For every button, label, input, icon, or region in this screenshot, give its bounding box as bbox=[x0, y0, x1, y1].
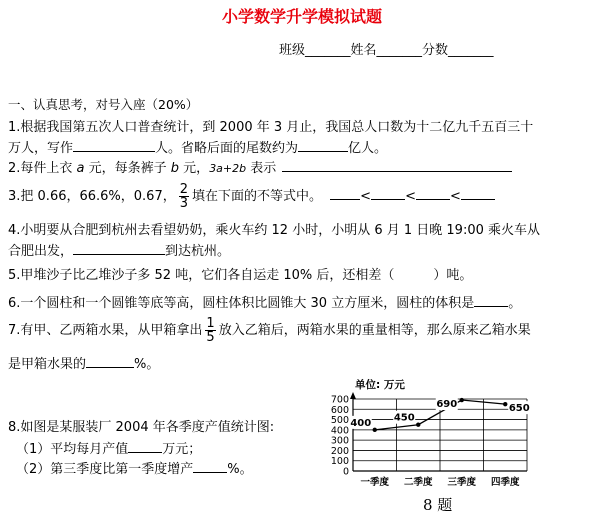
x-tick-label: 二季度 bbox=[403, 477, 433, 488]
score-blank[interactable]: _______ bbox=[448, 43, 494, 58]
q7-fraction: $\frac{1}{5}$ bbox=[206, 316, 215, 345]
q4-line1: 4.小明要从合肥到杭州去看望奶奶，乘火车约 12 小时，小明从 6 月 1 日晚 19:00 乘火车从 bbox=[8, 223, 541, 238]
figure-caption: 8 题 bbox=[423, 496, 453, 514]
q6-line: 6.一个圆柱和一个圆锥等底等高，圆柱体积比圆锥大 30 立方厘米，圆柱的体积是 。 bbox=[8, 296, 522, 311]
student-info-row bbox=[279, 42, 494, 60]
q7-line1: 7.有甲、乙两箱水果，从甲箱拿出 $\frac{1}{5}$ 放入乙箱后，两箱水果的重量相等，那么原来乙箱水果 bbox=[8, 316, 531, 345]
q1-line2: 万人，写作 人。省略后面的尾数约为 亿人。 bbox=[8, 141, 388, 156]
q4-line2: 合肥出发， 到达杭州。 bbox=[8, 244, 231, 259]
y-tick-label: 600 bbox=[330, 404, 349, 416]
chart-y-axis bbox=[331, 395, 349, 478]
q3-blank-3[interactable] bbox=[416, 187, 450, 200]
y-tick-label: 500 bbox=[330, 415, 349, 427]
data-label: 450 bbox=[393, 412, 415, 424]
data-point bbox=[416, 423, 420, 427]
q8-sub1: （1）平均每月产值 万元； bbox=[16, 442, 202, 457]
data-point bbox=[373, 428, 377, 432]
class-label: 班级 bbox=[279, 43, 306, 58]
data-point bbox=[503, 402, 507, 406]
y-tick-label: 100 bbox=[330, 456, 349, 468]
y-tick-label: 700 bbox=[330, 394, 349, 406]
q3-blank-1[interactable] bbox=[330, 187, 360, 200]
q3-fraction: $\frac{2}{3}$ bbox=[179, 182, 189, 211]
y-tick-label: 200 bbox=[330, 445, 349, 457]
class-blank[interactable]: _______ bbox=[305, 43, 351, 58]
data-point bbox=[460, 398, 464, 402]
exam-title: 小学数学升学模拟试题 bbox=[221, 7, 382, 26]
y-axis-arrow-icon bbox=[350, 392, 356, 399]
y-tick-label: 400 bbox=[330, 425, 349, 437]
section-heading: 一、认真思考，对号入座（20%） bbox=[8, 97, 199, 112]
name-blank[interactable]: _______ bbox=[376, 43, 423, 58]
q7-line2: 是甲箱水果的 %。 bbox=[8, 357, 160, 372]
chart-x-axis bbox=[360, 476, 520, 488]
chart-title: 单位: 万元 bbox=[355, 379, 405, 391]
data-label: 690 bbox=[436, 399, 458, 411]
q8-blank-2[interactable] bbox=[193, 460, 227, 473]
q3-blank-2[interactable] bbox=[371, 187, 405, 200]
q2-blank[interactable] bbox=[282, 159, 512, 172]
q3-line: 3.把 0.66，66.6%，0.67， $\frac{2}{3}$ 填在下面的不等式中。 < < < bbox=[8, 180, 495, 214]
q8-blank-1[interactable] bbox=[128, 440, 162, 453]
q7-blank[interactable] bbox=[86, 355, 134, 368]
data-label: 650 bbox=[508, 403, 530, 415]
production-chart bbox=[315, 375, 535, 495]
data-label: 400 bbox=[350, 417, 372, 429]
x-tick-label: 四季度 bbox=[490, 477, 520, 488]
y-tick-label: 300 bbox=[330, 435, 349, 447]
q1-blank-written[interactable] bbox=[73, 139, 155, 152]
q2-line: 2.每件上衣 a 元，每条裤子 b 元，3a+2b 表示 bbox=[8, 159, 512, 178]
q4-blank[interactable] bbox=[73, 242, 165, 255]
q8-intro: 8.如图是某服装厂 2004 年各季度产值统计图: bbox=[8, 420, 275, 435]
y-tick-label: 0 bbox=[342, 466, 349, 478]
q1-blank-approx[interactable] bbox=[298, 139, 348, 152]
q3-blank-4[interactable] bbox=[461, 187, 495, 200]
name-label: 姓名 bbox=[350, 43, 377, 58]
q8-sub2: （2）第三季度比第一季度增产 %。 bbox=[16, 462, 253, 477]
x-tick-label: 一季度 bbox=[360, 477, 390, 488]
score-label: 分数 bbox=[422, 43, 449, 58]
q6-blank[interactable] bbox=[474, 294, 508, 307]
q5-line: 5.甲堆沙子比乙堆沙子多 52 吨，它们各自运走 10% 后，还相差（ ）吨。 bbox=[8, 268, 473, 283]
x-tick-label: 三季度 bbox=[447, 477, 477, 488]
q1-line1: 1.根据我国第五次人口普查统计，到 2000 年 3 月止，我国总人口数为十二亿九千五百三十 bbox=[8, 120, 534, 135]
